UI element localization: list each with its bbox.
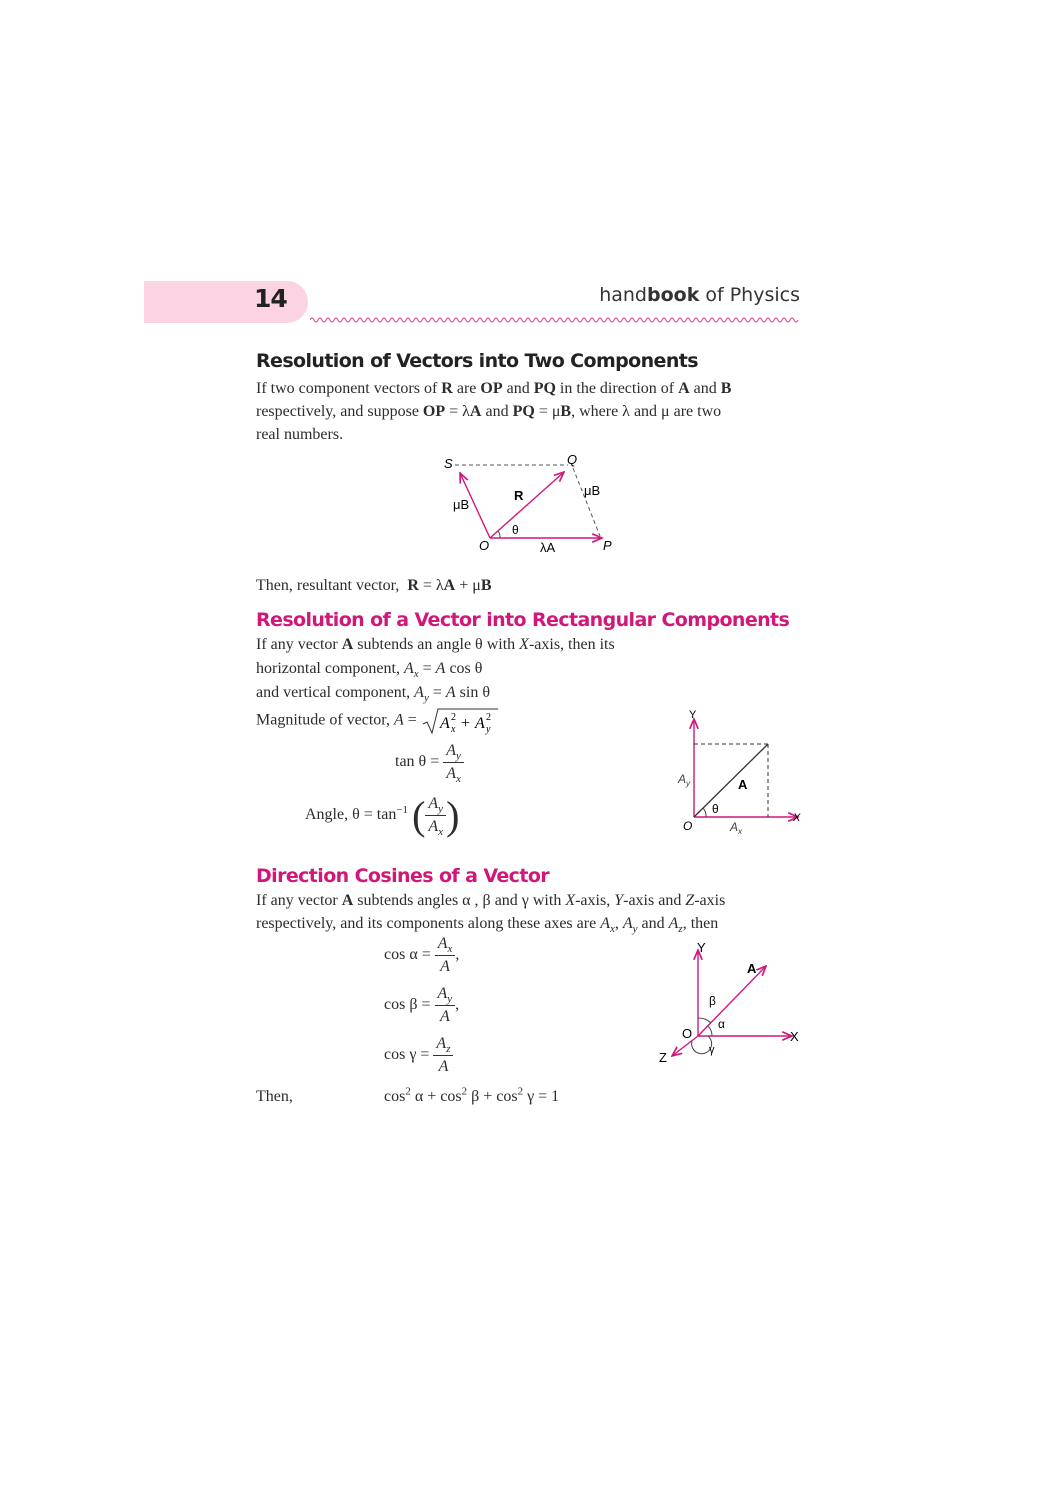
page-number: 14 — [254, 284, 287, 313]
angle-arc — [498, 531, 500, 538]
angle-line: Angle, $\theta = \tan^{-1}$ ( $\frac{A_y}{A_x}$ ) — [305, 793, 460, 839]
label-Q: Q — [567, 452, 578, 467]
section1-paragraph — [256, 377, 804, 446]
label-X: X — [790, 1029, 799, 1044]
tan-theta-line: tan θ = $\frac{A_y}{A_x}$ — [395, 740, 464, 785]
section-heading-rectangular-components: Resolution of a Vector into Rectangular Components — [256, 609, 790, 631]
fraction-Ay-over-Ax: $\frac{A_y}{A_x}$ — [443, 740, 464, 785]
label-R: R — [514, 488, 524, 503]
para-line: If two component vectors of R are OP and PQ in the direction of A and B — [256, 380, 732, 397]
para-line: If any vector A subtends angles α , β and γ with X-axis, Y-axis and Z-axis — [256, 892, 726, 909]
label-beta: β — [709, 994, 716, 1008]
direction-cosines-identity: $\cos^2 \alpha + \cos^2 \beta + \cos^2 \gamma = 1$ — [384, 1085, 560, 1105]
horizontal-component-line: horizontal component, $A_x = A$ cos θ — [256, 660, 483, 681]
cos-alpha-line: cos α = $\frac{A_x}{A}$ , — [384, 935, 460, 975]
beta-arc — [698, 1018, 711, 1023]
cos-gamma-line: cos γ = $\frac{A_z}{A}$ — [384, 1033, 453, 1078]
direction-cosines-diagram — [654, 938, 806, 1066]
label-O: O — [683, 819, 693, 833]
label-X: X — [793, 812, 801, 824]
label-S: S — [444, 456, 453, 471]
section-heading-direction-cosines: Direction Cosines of a Vector — [256, 865, 550, 887]
label-O: O — [479, 538, 490, 553]
svg-text:2: 2 — [450, 712, 456, 723]
rectangular-components-diagram — [676, 705, 806, 840]
label-O: O — [682, 1026, 693, 1041]
section2-paragraph — [256, 633, 696, 704]
label-muB-left: μB — [453, 497, 470, 512]
svg-text:A: A — [474, 715, 485, 732]
svg-text:x: x — [450, 724, 456, 735]
para-line: If any vector A subtends an angle θ with X-axis, then its — [256, 636, 615, 653]
label-A: A — [747, 961, 757, 976]
label-A: A — [738, 777, 748, 792]
label-alpha: α — [718, 1017, 725, 1031]
label-Y: Y — [689, 709, 697, 721]
dashed-side-PQ — [573, 468, 600, 536]
label-P: P — [603, 538, 612, 553]
vertical-component-line: and vertical component, $A_y = A$ sin θ — [256, 684, 490, 705]
resultant-vector-line: Then, resultant vector, R = λA + μB — [256, 577, 492, 594]
label-theta: θ — [512, 523, 519, 537]
label-Z: Z — [659, 1050, 667, 1065]
then-label: Then, — [256, 1088, 293, 1105]
angle-arc — [703, 808, 706, 817]
svg-text:+: + — [460, 715, 470, 732]
fraction-Ay-over-Ax: $\frac{A_y}{A_x}$ — [425, 793, 446, 838]
section3-paragraph — [256, 889, 804, 935]
magnitude-line: Magnitude of vector, A = A x 2 + A y 2 — [256, 706, 499, 736]
header-wavy-rule — [310, 314, 802, 326]
svg-text:y: y — [485, 724, 491, 735]
alpha-arc — [708, 1026, 712, 1036]
sqrt-expression — [421, 706, 499, 736]
parallelogram-diagram — [430, 450, 630, 560]
vector-A — [694, 744, 768, 817]
label-gamma: γ — [709, 1044, 715, 1056]
label-Ay: $A_y$ — [678, 772, 691, 788]
label-Ax: $A_x$ — [730, 820, 743, 836]
para-line: respectively, and suppose OP = λA and PQ = μB, where λ and μ are two — [256, 403, 722, 420]
svg-text:2: 2 — [485, 712, 491, 723]
label-muB-right: μB — [584, 483, 601, 498]
svg-text:A: A — [439, 715, 450, 732]
para-line: real numbers. — [256, 426, 344, 443]
label-theta: θ — [712, 802, 719, 816]
book-title: handbook of Physics — [599, 284, 800, 306]
label-Y: Y — [697, 940, 706, 955]
cos-beta-line: cos β = $\frac{A_y}{A}$ , — [384, 985, 460, 1025]
label-lambdaA: λA — [540, 540, 556, 555]
section-heading-two-components: Resolution of Vectors into Two Components — [256, 350, 698, 372]
para-line: respectively, and its components along these axes are $A_x$, $A_y$ and $A_z$, then — [256, 915, 719, 936]
vector-R — [490, 472, 564, 538]
